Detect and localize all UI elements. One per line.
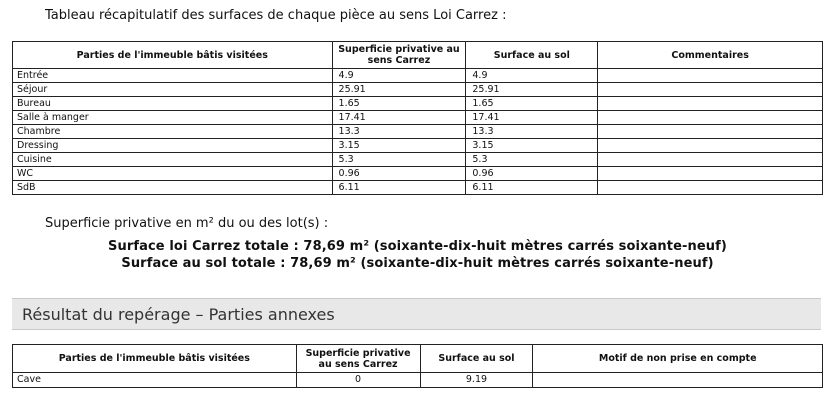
- table-row: [13, 69, 823, 83]
- table-cell: 4.9: [332, 69, 466, 83]
- table-row: [13, 97, 823, 111]
- table-cell: 17.41: [466, 111, 598, 125]
- table-cell: [598, 153, 823, 167]
- col-header-sol: Surface au sol: [420, 345, 533, 373]
- table-cell: [533, 373, 823, 388]
- col-header-sol: Surface au sol: [466, 42, 598, 69]
- table-cell: 9.19: [420, 373, 533, 388]
- section-title: Résultat du repérage – Parties annexes: [22, 305, 335, 324]
- table-cell: [598, 83, 823, 97]
- table-cell: 1.65: [466, 97, 598, 111]
- table-cell: 13.3: [466, 125, 598, 139]
- table-row: [13, 153, 823, 167]
- col-header-parts: Parties de l'immeuble bâtis visitées: [13, 42, 333, 69]
- total-sol: [0, 256, 835, 271]
- table-row: [13, 373, 823, 388]
- table-cell: Entrée: [13, 69, 333, 83]
- table-cell: 6.11: [466, 181, 598, 195]
- table-cell: Bureau: [13, 97, 333, 111]
- table-cell: 0.96: [466, 167, 598, 181]
- table-cell: 25.91: [466, 83, 598, 97]
- col-header-carrez: Superficie privative au sens Carrez: [296, 345, 420, 373]
- table-cell: 5.3: [332, 153, 466, 167]
- table-cell: Dressing: [13, 139, 333, 153]
- table-cell: 17.41: [332, 111, 466, 125]
- annexes-table-body: [13, 373, 823, 388]
- table-cell: Cuisine: [13, 153, 333, 167]
- annexes-table: [12, 344, 823, 388]
- table-cell: 3.15: [466, 139, 598, 153]
- table-cell: 0: [296, 373, 420, 388]
- lot-surface-label: Superficie privative en m² du ou des lot(s) :: [45, 216, 329, 231]
- table-cell: 0.96: [332, 167, 466, 181]
- table-cell: [598, 167, 823, 181]
- table-row: [13, 167, 823, 181]
- table-row: [13, 139, 823, 153]
- table-cell: WC: [13, 167, 333, 181]
- table-cell: 1.65: [332, 97, 466, 111]
- intro-text: Tableau récapitulatif des surfaces de chaque pièce au sens Loi Carrez :: [45, 8, 507, 23]
- table-cell: 25.91: [332, 83, 466, 97]
- table-cell: [598, 97, 823, 111]
- col-header-comments: Commentaires: [598, 42, 823, 69]
- table-row: [13, 181, 823, 195]
- total-carrez-words: (soixante-dix-huit mètres carrés soixante-neuf): [373, 239, 727, 254]
- table-cell: Cave: [13, 373, 297, 388]
- table-row: [13, 111, 823, 125]
- carrez-surfaces-table: [12, 41, 823, 195]
- table-cell: [598, 125, 823, 139]
- table-cell: Chambre: [13, 125, 333, 139]
- table-header-row: [13, 345, 823, 373]
- col-header-carrez: Superficie privative au sens Carrez: [332, 42, 466, 69]
- table-cell: [598, 111, 823, 125]
- table-row: [13, 125, 823, 139]
- table-cell: SdB: [13, 181, 333, 195]
- table-header-row: [13, 42, 823, 69]
- table-row: [13, 83, 823, 97]
- table-cell: 13.3: [332, 125, 466, 139]
- table-cell: [598, 69, 823, 83]
- section-header-annexes: [12, 298, 821, 330]
- table-cell: 4.9: [466, 69, 598, 83]
- table-cell: 3.15: [332, 139, 466, 153]
- total-sol-value: : 78,69 m² (soixante-dix-huit mètres carrés soixante-neuf): [275, 256, 714, 271]
- total-sol-label: Surface au sol totale: [121, 256, 276, 271]
- carrez-table-body: [13, 69, 823, 195]
- col-header-reason: Motif de non prise en compte: [533, 345, 823, 373]
- table-cell: Séjour: [13, 83, 333, 97]
- table-cell: Salle à manger: [13, 111, 333, 125]
- total-carrez: [0, 239, 835, 254]
- table-cell: 6.11: [332, 181, 466, 195]
- table-cell: [598, 139, 823, 153]
- table-cell: 5.3: [466, 153, 598, 167]
- total-carrez-label: Surface loi Carrez totale : 78,69 m²: [108, 239, 370, 254]
- col-header-parts: Parties de l'immeuble bâtis visitées: [13, 345, 297, 373]
- table-cell: [598, 181, 823, 195]
